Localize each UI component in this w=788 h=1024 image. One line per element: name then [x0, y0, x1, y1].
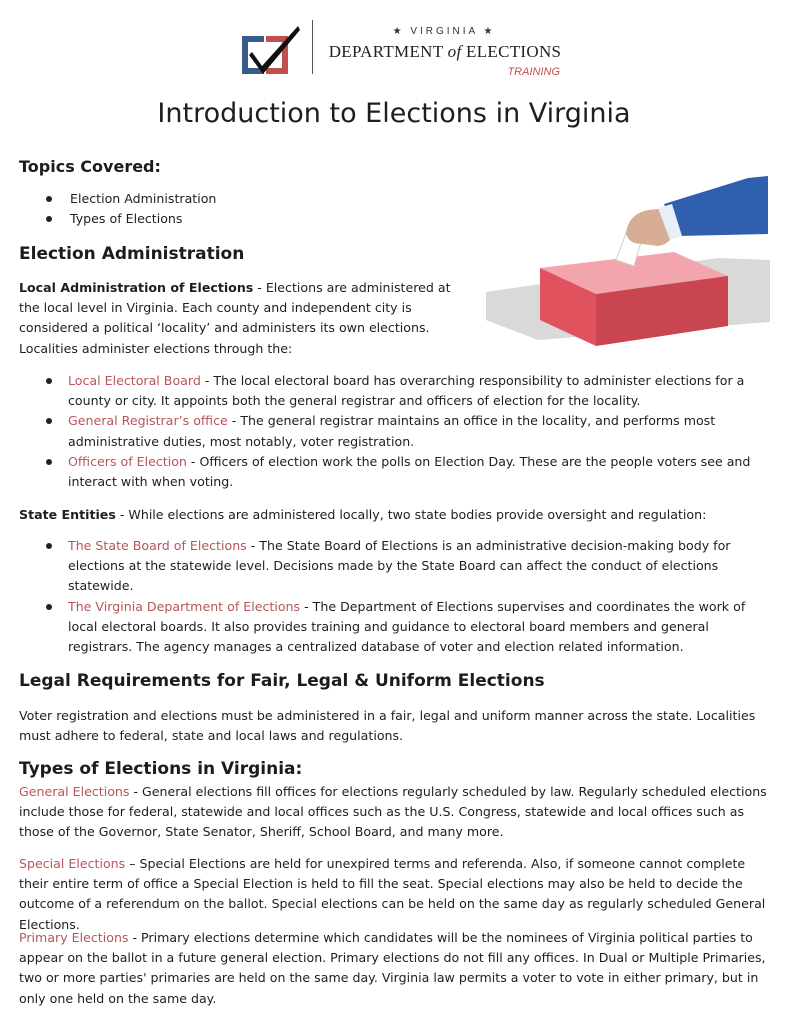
list-item: Election Administration — [46, 189, 446, 209]
topics-heading: Topics Covered: — [19, 157, 161, 176]
list-item: The Virginia Department of Elections - The Department of Elections supervises and coordinates the work of local electoral boards. It also provides training and guidance to electoral board members and general registrars. The agency manages a centralized database of voter and election related information. — [46, 597, 760, 658]
general-elections-paragraph: General Elections - General elections fill offices for elections regularly scheduled by law. Regularly scheduled elections include those for federal, statewide and local offices such as the U.S. Congress, statewide and local offices such as those of the Governor, State Senator, Sheriff, School Board, and many more. — [19, 784, 767, 840]
types-of-elections-heading: Types of Elections in Virginia: — [19, 759, 303, 779]
logo-training-text: TRAINING — [507, 66, 560, 78]
page-title: Introduction to Elections in Virginia — [157, 98, 631, 129]
state-entities-list — [46, 536, 760, 657]
local-entities-list — [46, 371, 760, 492]
list-item: The State Board of Elections - The State Board of Elections is an administrative decision-making body for elections at the statewide level. Decisions made by the State Board can affect the conduct of elections statewide. — [46, 536, 760, 597]
logo-virginia-text: ★ VIRGINIA ★ — [392, 26, 496, 37]
state-entities-paragraph: State Entities - While elections are administered locally, two state bodies provide oversight and regulation: — [19, 507, 707, 522]
local-administration-paragraph: Local Administration of Elections - Elections are administered at the local level in Virginia. Each county and independent city is considered a political ‘locality’ and administers its own elections. Localities administer elections through the: — [19, 280, 451, 356]
legal-requirements-heading: Legal Requirements for Fair, Legal & Uniform Elections — [19, 671, 545, 691]
logo-department-text: DEPARTMENT of ELECTIONS — [328, 42, 562, 61]
list-item: General Registrar’s office - The general registrar maintains an office in the locality, and performs most administrative duties, most notably, voter registration. — [46, 411, 760, 451]
logo-divider — [312, 20, 313, 74]
checkmark-ballot-icon — [240, 22, 302, 78]
list-item: Types of Elections — [46, 209, 446, 229]
department-logo — [240, 12, 570, 78]
legal-requirements-paragraph: Voter registration and elections must be administered in a fair, legal and uniform manner across the state. Localities must adhere to federal, state and local laws and regulations. — [19, 708, 756, 744]
list-item: Local Electoral Board - The local electoral board has overarching responsibility to administer elections for a county or city. It appoints both the general registrar and officers of election for the locality. — [46, 371, 760, 411]
ballot-box-illustration — [478, 170, 778, 350]
topics-list — [46, 189, 446, 229]
list-item: Officers of Election - Officers of election work the polls on Election Day. These are the people voters see and interact with when voting. — [46, 452, 760, 492]
primary-elections-paragraph: Primary Elections - Primary elections determine which candidates will be the nominees of Virginia political parties to appear on the ballot in a future general election. Primary elections do not fill any offices. In Dual or Multiple Primaries, two or more parties' primaries are held on the same day. Virginia law permits a voter to vote in either primary, but in only one held on the same day. — [19, 930, 766, 1006]
special-elections-paragraph: Special Elections – Special Elections are held for unexpired terms and referenda. Also, if someone cannot complete their entire term of office a Special Election is held to fill the seat. Special elections may also be held to decide the outcome of a referendum on the ballot. Special elections can be held on the same day as regularly scheduled General Elections. — [19, 856, 766, 932]
election-administration-heading: Election Administration — [19, 244, 245, 264]
